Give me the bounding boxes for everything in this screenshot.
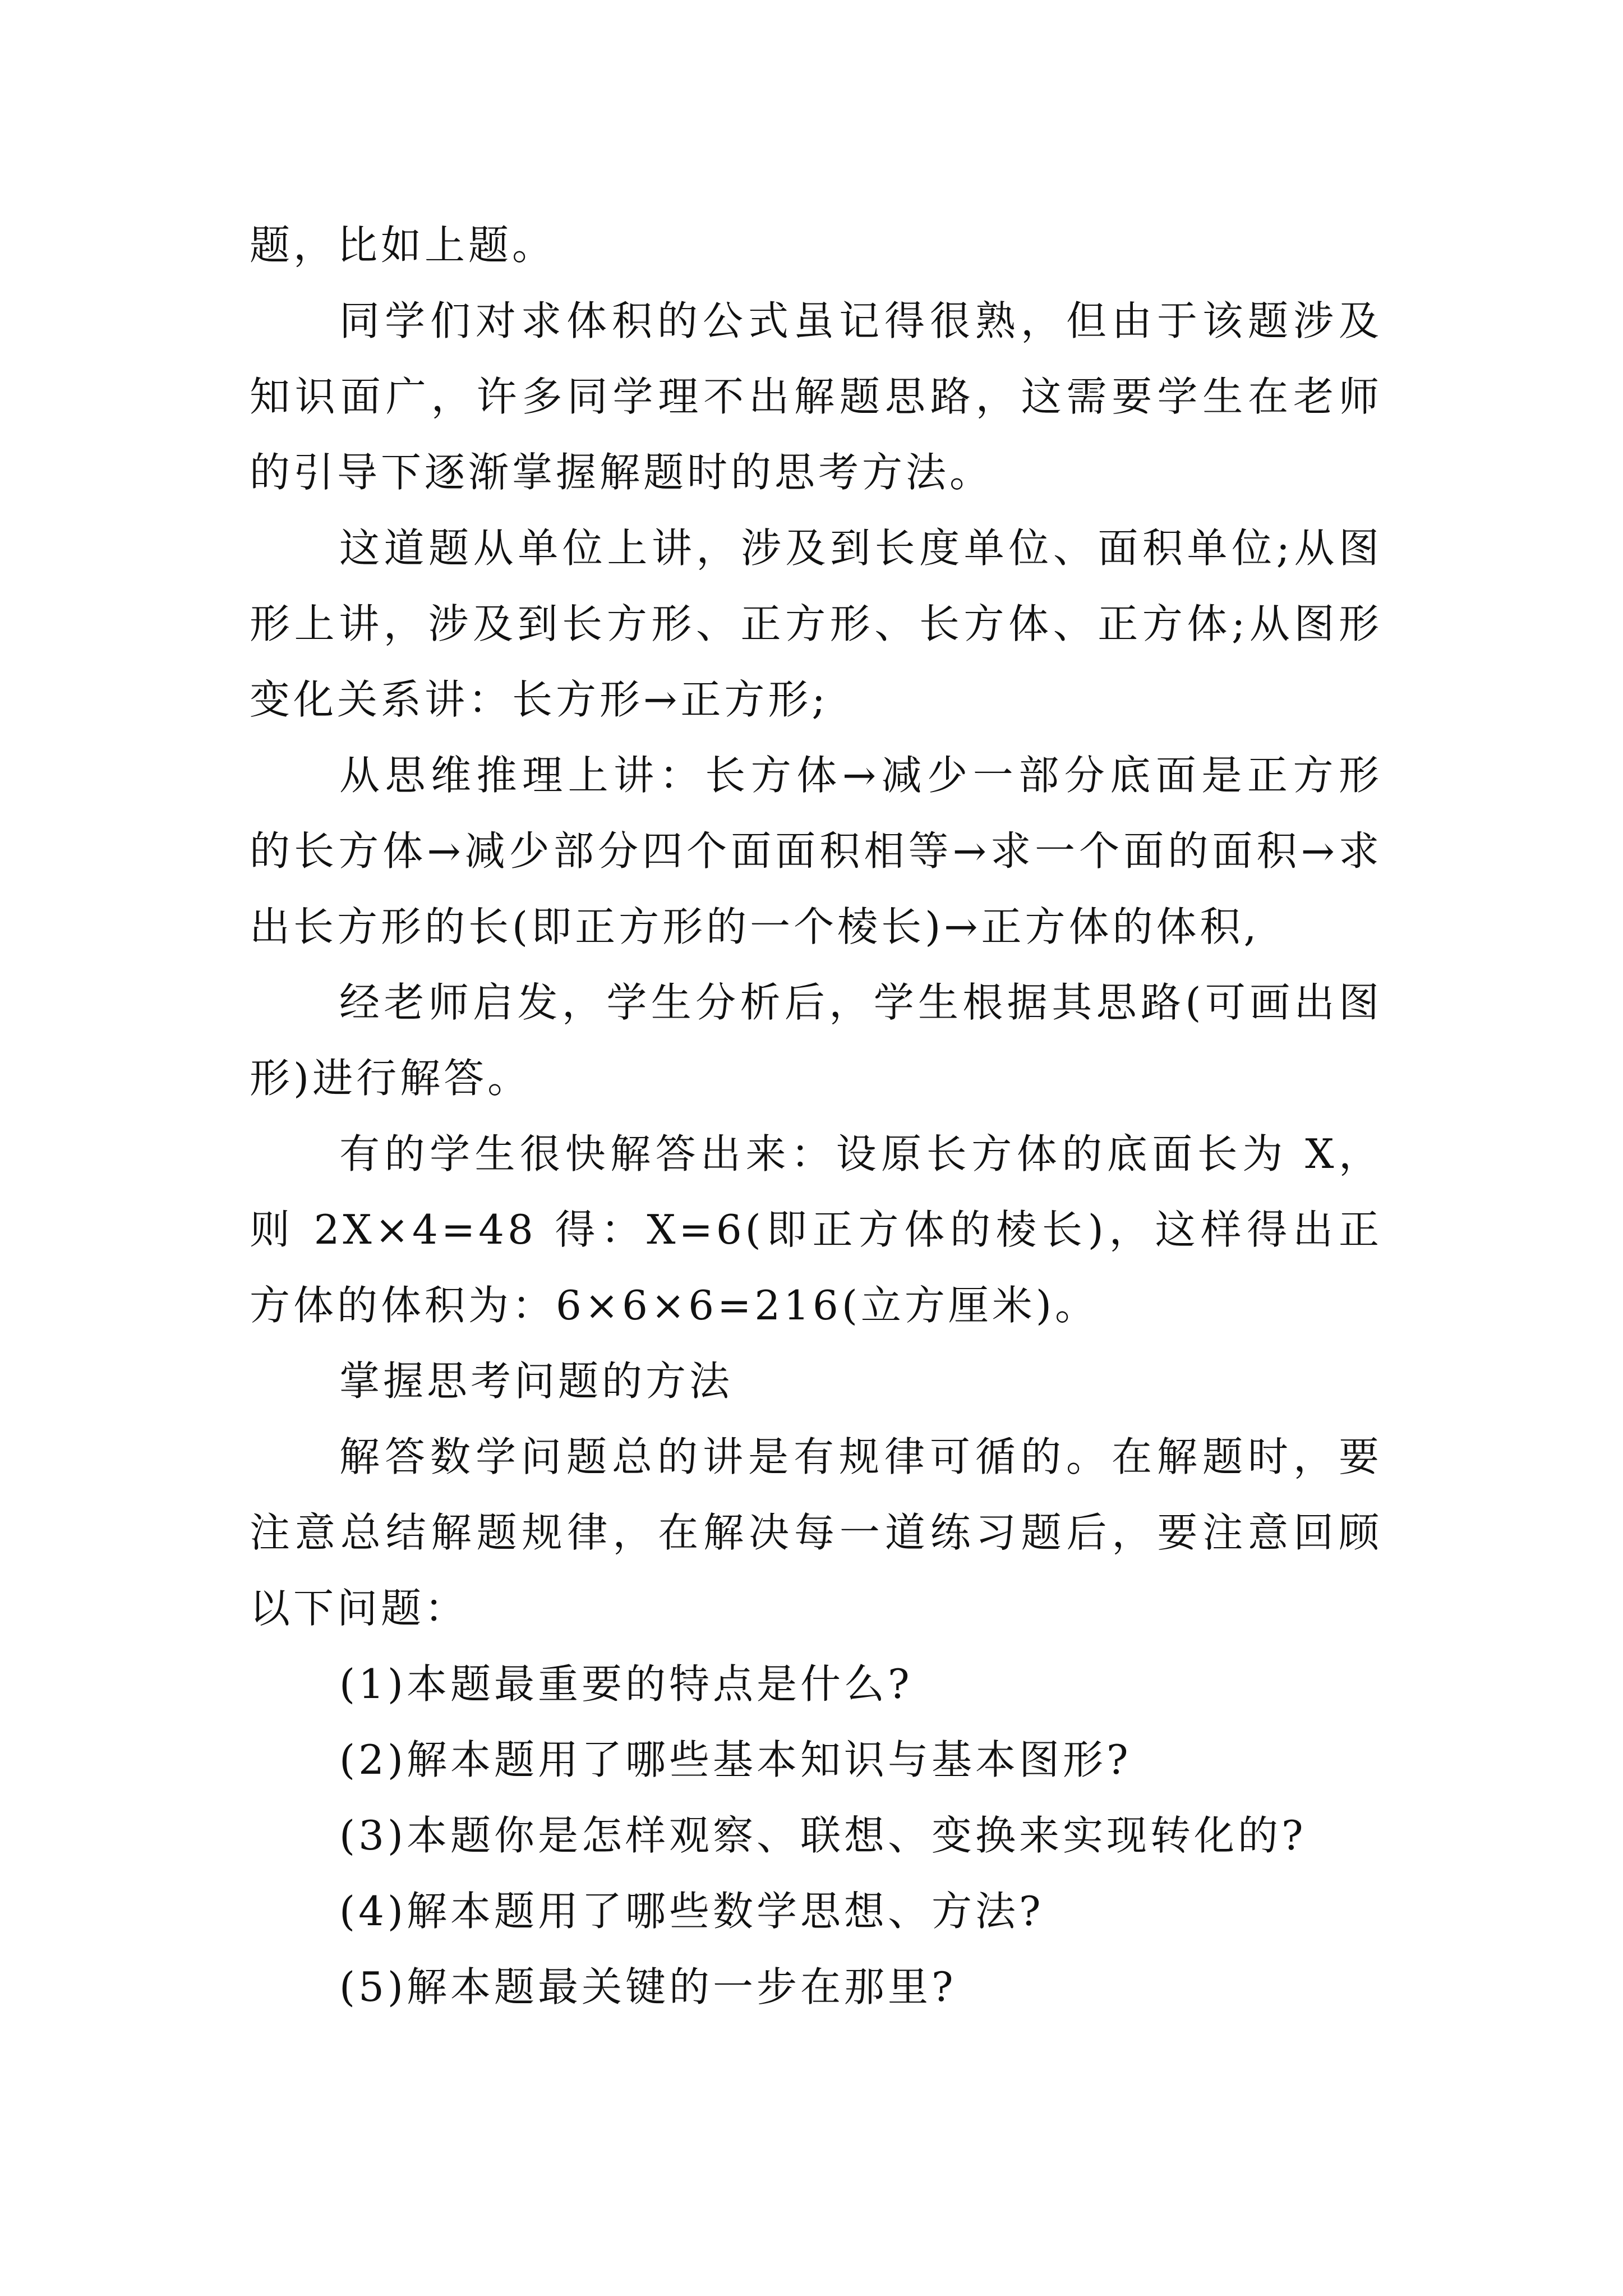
list-item: (4)解本题用了哪些数学思想、方法? [339, 1888, 1044, 1935]
paragraph: 解答数学问题总的讲是有规律可循的。在解题时，要注意总结解题规律，在解决每一道练习题后，要注意回顾以下问题： [250, 1433, 1382, 1632]
paragraph: 同学们对求体积的公式虽记得很熟，但由于该题涉及知识面广，许多同学理不出解题思路，这需要学生在老师的引导下逐渐掌握解题时的思考方法。 [250, 297, 1382, 496]
list-item: (1)本题最重要的特点是什么? [339, 1660, 913, 1708]
paragraph: 这道题从单位上讲，涉及到长度单位、面积单位;从图形上讲，涉及到长方形、正方形、长方体、正方体;从图形变化关系讲：长方形→正方形; [250, 524, 1382, 723]
paragraph: 经老师启发，学生分析后，学生根据其思路(可画出图形)进行解答。 [250, 979, 1382, 1102]
paragraph: 有的学生很快解答出来：设原长方体的底面长为 X，则 2X×4=48 得：X=6(即正方体的棱长)，这样得出正方体的体积为：6×6×6=216(立方厘米)。 [250, 1130, 1382, 1329]
section-heading: 掌握思考问题的方法 [339, 1358, 734, 1405]
list-item: (5)解本题最关键的一步在那里? [339, 1963, 957, 2010]
list-item: (2)解本题用了哪些基本知识与基本图形? [339, 1736, 1132, 1783]
list-item: (3)本题你是怎样观察、联想、变换来实现转化的? [339, 1812, 1307, 1859]
paragraph-continuation: 题，比如上题。 [250, 222, 556, 269]
paragraph: 从思维推理上讲：长方体→减少一部分底面是正方形的长方体→减少部分四个面面积相等→求一个面的面积→求出长方形的长(即正方形的一个棱长)→正方体的体积, [250, 752, 1382, 950]
document-body [250, 208, 1382, 2025]
